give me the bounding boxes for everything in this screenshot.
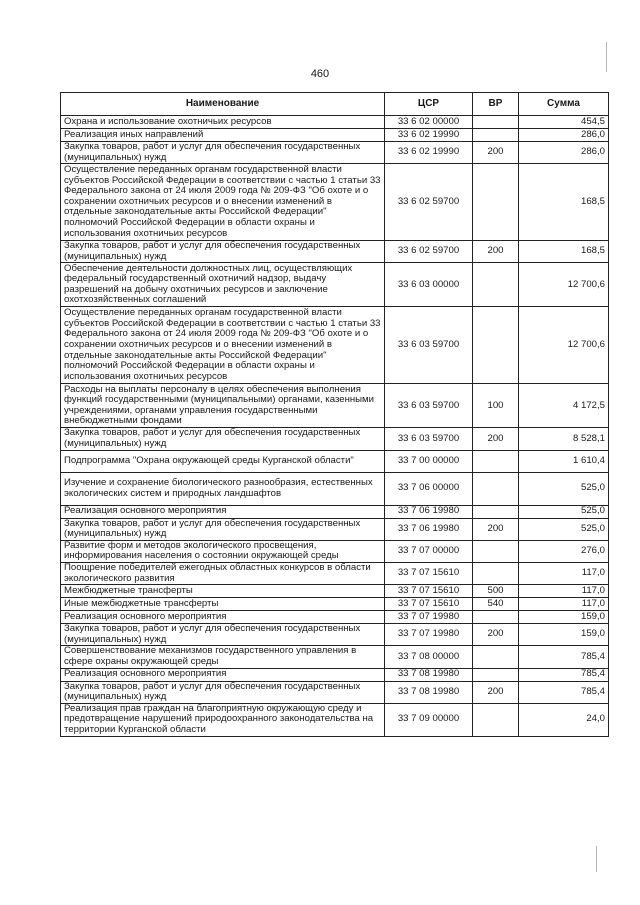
row-sum: 159,0 — [519, 611, 609, 624]
table-row — [61, 562, 609, 584]
row-vr — [473, 307, 519, 384]
row-csr: 33 6 03 59700 — [385, 428, 473, 450]
row-name: Реализация иных направлений — [61, 129, 385, 142]
table-row — [61, 518, 609, 540]
header-csr: ЦСР — [385, 93, 473, 116]
row-sum: 24,0 — [519, 703, 609, 736]
row-name: Межбюджетные трансферты — [61, 585, 385, 598]
table-row — [61, 472, 609, 505]
row-csr: 33 7 08 19980 — [385, 668, 473, 681]
row-sum: 276,0 — [519, 540, 609, 562]
row-sum: 1 610,4 — [519, 450, 609, 472]
row-sum: 12 700,6 — [519, 263, 609, 307]
row-sum: 159,0 — [519, 624, 609, 646]
row-name: Закупка товаров, работ и услуг для обеспечения государственных (муниципальных) нужд — [61, 518, 385, 540]
row-vr: 200 — [473, 518, 519, 540]
row-vr — [473, 472, 519, 505]
row-name: Закупка товаров, работ и услуг для обеспечения государственных (муниципальных) нужд — [61, 241, 385, 263]
table-row — [61, 681, 609, 703]
row-sum: 785,4 — [519, 681, 609, 703]
table-body — [61, 116, 609, 737]
row-vr — [473, 668, 519, 681]
row-sum: 785,4 — [519, 668, 609, 681]
row-sum: 286,0 — [519, 129, 609, 142]
row-sum: 525,0 — [519, 505, 609, 518]
row-name: Иные межбюджетные трансферты — [61, 598, 385, 611]
header-vr: ВР — [473, 93, 519, 116]
row-vr — [473, 263, 519, 307]
header-sum: Сумма — [519, 93, 609, 116]
row-name: Закупка товаров, работ и услуг для обеспечения государственных (муниципальных) нужд — [61, 142, 385, 164]
table-row — [61, 307, 609, 384]
row-vr — [473, 505, 519, 518]
row-csr: 33 6 02 00000 — [385, 116, 473, 129]
row-csr: 33 7 00 00000 — [385, 450, 473, 472]
row-sum: 117,0 — [519, 585, 609, 598]
row-vr: 200 — [473, 681, 519, 703]
table-row — [61, 164, 609, 241]
margin-mark-top — [606, 42, 607, 72]
row-name: Изучение и сохранение биологического разнообразия, естественных экологических систем и природных ландшафтов — [61, 472, 385, 505]
page-number: 460 — [310, 68, 330, 80]
row-sum: 525,0 — [519, 518, 609, 540]
margin-mark-bottom — [596, 846, 597, 872]
row-sum: 4 172,5 — [519, 384, 609, 428]
row-csr: 33 7 06 19980 — [385, 505, 473, 518]
row-vr — [473, 540, 519, 562]
table-row — [61, 428, 609, 450]
table-header-row — [61, 93, 609, 116]
table-row — [61, 585, 609, 598]
row-name: Обеспечение деятельности должностных лиц, осуществляющих федеральный государственный охотничий надзор, выдачу разрешений на добычу охотничьих ресурсов и заключение охотхозяйственных соглашений — [61, 263, 385, 307]
row-csr: 33 7 06 19980 — [385, 518, 473, 540]
header-name: Наименование — [61, 93, 385, 116]
row-csr: 33 7 07 19980 — [385, 611, 473, 624]
table-row — [61, 450, 609, 472]
table-row — [61, 668, 609, 681]
table-row — [61, 241, 609, 263]
row-name: Осуществление переданных органам государственной власти субъектов Российской Федерации в соответствии с частью 1 статьи 33 Федерального закона от 24 июля 2009 года № 209-ФЗ "Об охоте и о сохранении охотничьих ресурсов и о внесении изменений в отдельные законодательные акты Российской Федерации" полномочий Российской Федерации в области охраны и использования охотничьих ресурсов — [61, 307, 385, 384]
row-sum: 12 700,6 — [519, 307, 609, 384]
row-vr — [473, 116, 519, 129]
row-csr: 33 7 07 15610 — [385, 562, 473, 584]
row-csr: 33 6 03 59700 — [385, 307, 473, 384]
row-vr: 200 — [473, 241, 519, 263]
table-row — [61, 263, 609, 307]
table-row — [61, 505, 609, 518]
row-csr: 33 7 09 00000 — [385, 703, 473, 736]
row-vr — [473, 164, 519, 241]
row-vr: 200 — [473, 624, 519, 646]
table-row — [61, 540, 609, 562]
row-sum: 117,0 — [519, 562, 609, 584]
row-csr: 33 6 02 19990 — [385, 129, 473, 142]
row-name: Реализация основного мероприятия — [61, 668, 385, 681]
row-vr: 100 — [473, 384, 519, 428]
row-name: Реализация прав граждан на благоприятную окружающую среду и предотвращение нарушений природоохранного законодательства на территории Курганской области — [61, 703, 385, 736]
row-sum: 8 528,1 — [519, 428, 609, 450]
row-name: Закупка товаров, работ и услуг для обеспечения государственных (муниципальных) нужд — [61, 681, 385, 703]
row-name: Закупка товаров, работ и услуг для обеспечения государственных (муниципальных) нужд — [61, 624, 385, 646]
row-name: Охрана и использование охотничьих ресурсов — [61, 116, 385, 129]
table-row — [61, 624, 609, 646]
row-csr: 33 6 03 00000 — [385, 263, 473, 307]
row-name: Расходы на выплаты персоналу в целях обеспечения выполнения функций государственными (муниципальными) органами, казенными учреждениями, органами управления государственными внебюджетными фондами — [61, 384, 385, 428]
row-csr: 33 6 02 19990 — [385, 142, 473, 164]
budget-table — [60, 92, 609, 737]
table-row — [61, 384, 609, 428]
row-sum: 117,0 — [519, 598, 609, 611]
row-vr — [473, 562, 519, 584]
row-name: Осуществление переданных органам государственной власти субъектов Российской Федерации в соответствии с частью 1 статьи 33 Федерального закона от 24 июля 2009 года № 209-ФЗ "Об охоте и о сохранении охотничьих ресурсов и о внесении изменений в отдельные законодательные акты Российской Федерации" полномочий Российской Федерации в области охраны и использования охотничьих ресурсов — [61, 164, 385, 241]
row-sum: 525,0 — [519, 472, 609, 505]
row-name: Совершенствование механизмов государственного управления в сфере охраны окружающей среды — [61, 646, 385, 668]
row-name: Развитие форм и методов экологического просвещения, информирования населения о состоянии окружающей среды — [61, 540, 385, 562]
row-name: Закупка товаров, работ и услуг для обеспечения государственных (муниципальных) нужд — [61, 428, 385, 450]
table-row — [61, 611, 609, 624]
row-csr: 33 6 02 59700 — [385, 241, 473, 263]
table-row — [61, 703, 609, 736]
row-csr: 33 7 08 19980 — [385, 681, 473, 703]
row-csr: 33 7 07 15610 — [385, 585, 473, 598]
row-vr: 200 — [473, 142, 519, 164]
row-vr: 200 — [473, 428, 519, 450]
row-csr: 33 7 07 19980 — [385, 624, 473, 646]
row-sum: 168,5 — [519, 241, 609, 263]
row-vr — [473, 703, 519, 736]
table-row — [61, 598, 609, 611]
table-row — [61, 142, 609, 164]
row-sum: 785,4 — [519, 646, 609, 668]
row-name: Реализация основного мероприятия — [61, 611, 385, 624]
row-csr: 33 6 03 59700 — [385, 384, 473, 428]
row-vr — [473, 611, 519, 624]
table-row — [61, 646, 609, 668]
row-vr — [473, 129, 519, 142]
row-sum: 454,5 — [519, 116, 609, 129]
row-csr: 33 7 08 00000 — [385, 646, 473, 668]
row-sum: 168,5 — [519, 164, 609, 241]
table-row — [61, 129, 609, 142]
row-vr: 500 — [473, 585, 519, 598]
row-csr: 33 6 02 59700 — [385, 164, 473, 241]
row-name: Реализация основного мероприятия — [61, 505, 385, 518]
row-vr — [473, 450, 519, 472]
row-csr: 33 7 06 00000 — [385, 472, 473, 505]
row-name: Подпрограмма "Охрана окружающей среды Курганской области" — [61, 450, 385, 472]
row-csr: 33 7 07 00000 — [385, 540, 473, 562]
row-vr — [473, 646, 519, 668]
row-csr: 33 7 07 15610 — [385, 598, 473, 611]
row-name: Поощрение победителей ежегодных областных конкурсов в области экологического развития — [61, 562, 385, 584]
row-vr: 540 — [473, 598, 519, 611]
table-row — [61, 116, 609, 129]
row-sum: 286,0 — [519, 142, 609, 164]
